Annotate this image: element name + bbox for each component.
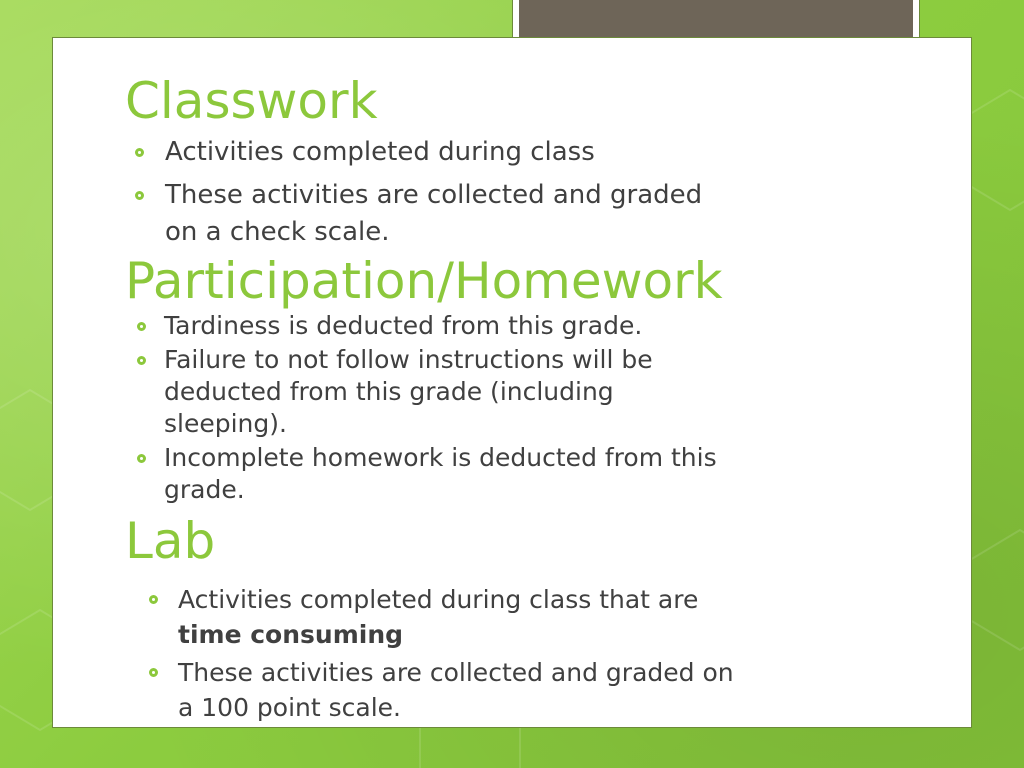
emphasis-text: time consuming (178, 620, 404, 649)
bullet-icon (137, 454, 146, 463)
list-item: Failure to not follow instructions will be deducted from this grade (including sleeping). (137, 344, 717, 440)
bullet-icon (149, 668, 158, 677)
lab-list (149, 582, 734, 728)
list-item: Incomplete homework is deducted from this grade. (137, 442, 717, 506)
bullet-icon (135, 191, 144, 200)
classwork-list (135, 134, 702, 257)
bullet-icon (137, 322, 146, 331)
list-item: Activities completed during class (135, 134, 702, 171)
heading-lab: Lab (125, 512, 216, 570)
heading-classwork: Classwork (125, 72, 378, 130)
list-item: Activities completed during class that are time consuming (149, 582, 734, 652)
list-item: These activities are collected and graded on a 100 point scale. (149, 655, 734, 725)
bullet-icon (135, 148, 144, 157)
heading-participation-homework: Participation/Homework (125, 252, 723, 310)
slide-content-panel (52, 37, 972, 728)
list-item: Tardiness is deducted from this grade. (137, 310, 717, 342)
bullet-icon (149, 595, 158, 604)
list-item: These activities are collected and graded on a check scale. (135, 177, 702, 251)
participation-list (137, 310, 717, 508)
bullet-icon (137, 356, 146, 365)
